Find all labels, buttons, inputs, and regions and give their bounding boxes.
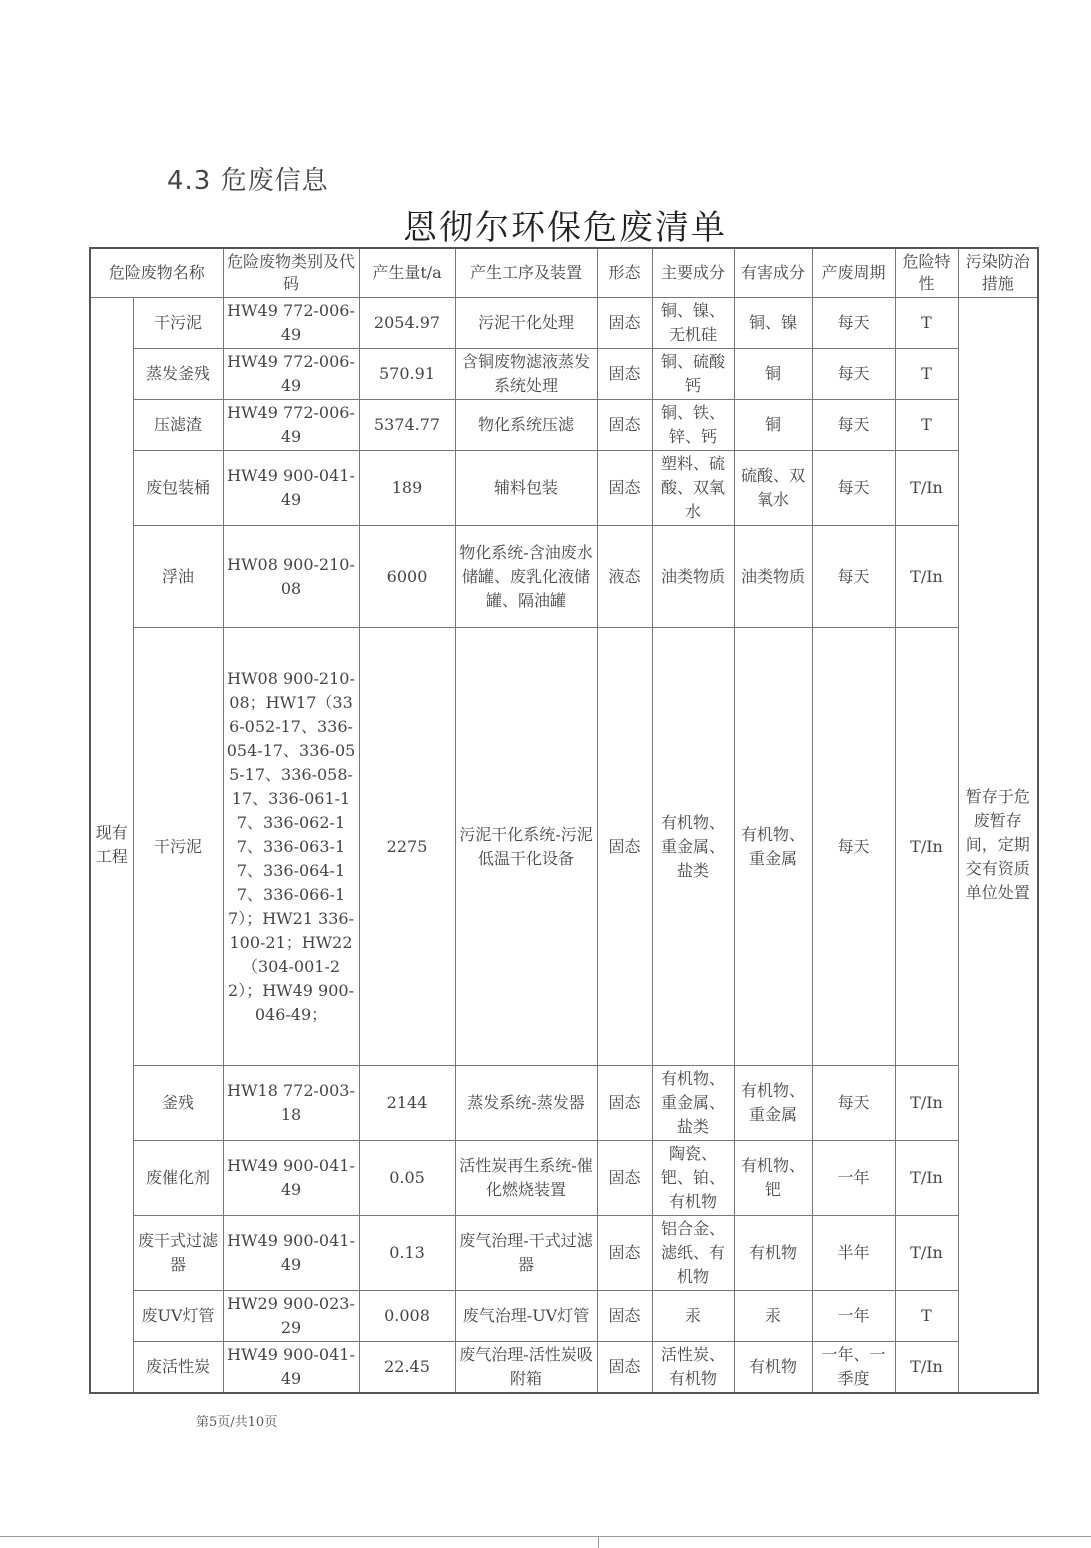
waste-amount: 189	[359, 451, 455, 526]
hazardous-waste-table	[89, 247, 1039, 1394]
waste-process: 活性炭再生系统-催化燃烧装置	[455, 1141, 597, 1216]
waste-form: 固态	[597, 1291, 652, 1342]
waste-harmful-components: 有机物	[734, 1342, 812, 1394]
waste-harmful-components: 油类物质	[734, 526, 812, 628]
waste-amount: 0.13	[359, 1216, 455, 1291]
table-row	[90, 349, 1038, 400]
waste-process: 废气治理-UV灯管	[455, 1291, 597, 1342]
waste-process: 废气治理-活性炭吸附箱	[455, 1342, 597, 1394]
section-number: 4.3	[167, 166, 212, 196]
table-row	[90, 1216, 1038, 1291]
waste-main-components: 有机物、重金属、盐类	[652, 1066, 734, 1141]
waste-hazard: T/In	[895, 1066, 958, 1141]
waste-name: 干污泥	[133, 628, 223, 1066]
waste-cycle: 每天	[812, 451, 895, 526]
table-row	[90, 298, 1038, 349]
waste-code: HW49 772-006-49	[223, 400, 359, 451]
waste-name: 浮油	[133, 526, 223, 628]
table-row	[90, 628, 1038, 1066]
waste-amount: 0.008	[359, 1291, 455, 1342]
waste-main-components: 陶瓷、钯、铂、有机物	[652, 1141, 734, 1216]
waste-harmful-components: 铜	[734, 400, 812, 451]
waste-amount: 2275	[359, 628, 455, 1066]
waste-form: 固态	[597, 451, 652, 526]
waste-code: HW49 900-041-49	[223, 1342, 359, 1394]
table-row	[90, 451, 1038, 526]
waste-process: 物化系统压滤	[455, 400, 597, 451]
waste-hazard: T	[895, 349, 958, 400]
waste-form: 固态	[597, 628, 652, 1066]
waste-name: 干污泥	[133, 298, 223, 349]
waste-amount: 2054.97	[359, 298, 455, 349]
waste-main-components: 铜、硫酸钙	[652, 349, 734, 400]
header-harmful-components: 有害成分	[734, 248, 812, 298]
waste-hazard: T	[895, 400, 958, 451]
waste-amount: 22.45	[359, 1342, 455, 1394]
waste-cycle: 每天	[812, 628, 895, 1066]
waste-form: 固态	[597, 400, 652, 451]
waste-name: 废干式过滤器	[133, 1216, 223, 1291]
waste-hazard: T	[895, 1291, 958, 1342]
header-category: 危险废物类别及代码	[223, 248, 359, 298]
waste-code: HW49 772-006-49	[223, 349, 359, 400]
waste-name: 废包装桶	[133, 451, 223, 526]
waste-form: 固态	[597, 298, 652, 349]
waste-code: HW18 772-003-18	[223, 1066, 359, 1141]
page-footer: 第5页/共10页	[196, 1415, 278, 1430]
waste-main-components: 铜、铁、锌、钙	[652, 400, 734, 451]
waste-hazard: T/In	[895, 451, 958, 526]
waste-cycle: 每天	[812, 349, 895, 400]
waste-cycle: 每天	[812, 400, 895, 451]
waste-process: 含铜废物滤液蒸发系统处理	[455, 349, 597, 400]
waste-form: 固态	[597, 349, 652, 400]
waste-form: 固态	[597, 1066, 652, 1141]
waste-main-components: 有机物、重金属、盐类	[652, 628, 734, 1066]
waste-harmful-components: 铜	[734, 349, 812, 400]
waste-main-components: 铜、镍、无机硅	[652, 298, 734, 349]
waste-code: HW08 900-210-08；HW17（336-052-17、336-054-17、336-055-17、336-058-17、336-061-17、336-062-17、336-063-17、336-064-17、336-066-17）；HW21 336-100-21；HW22（304-001-22）；HW49 900-046-49；	[223, 628, 359, 1066]
waste-main-components: 铝合金、滤纸、有机物	[652, 1216, 734, 1291]
waste-hazard: T/In	[895, 1216, 958, 1291]
measure-text: 暂存于危废暂存间，定期交有资质单位处置	[958, 298, 1038, 1394]
waste-harmful-components: 铜、镍	[734, 298, 812, 349]
header-hazard: 危险特性	[895, 248, 958, 298]
waste-process: 蒸发系统-蒸发器	[455, 1066, 597, 1141]
waste-harmful-components: 有机物、重金属	[734, 1066, 812, 1141]
section-heading	[167, 160, 329, 197]
waste-name: 釜残	[133, 1066, 223, 1141]
waste-main-components: 塑料、硫酸、双氧水	[652, 451, 734, 526]
waste-cycle: 一年、一季度	[812, 1342, 895, 1394]
waste-main-components: 油类物质	[652, 526, 734, 628]
waste-cycle: 半年	[812, 1216, 895, 1291]
table-row	[90, 1066, 1038, 1141]
waste-name: 废催化剂	[133, 1141, 223, 1216]
waste-process: 辅料包装	[455, 451, 597, 526]
table-title: 恩彻尔环保危废清单	[403, 208, 727, 248]
waste-amount: 5374.77	[359, 400, 455, 451]
waste-main-components: 活性炭、有机物	[652, 1342, 734, 1394]
header-name: 危险废物名称	[90, 248, 223, 298]
waste-cycle: 一年	[812, 1141, 895, 1216]
bottom-rule	[0, 1536, 1091, 1537]
waste-hazard: T/In	[895, 526, 958, 628]
waste-hazard: T/In	[895, 628, 958, 1066]
waste-name: 废UV灯管	[133, 1291, 223, 1342]
waste-code: HW49 900-041-49	[223, 1141, 359, 1216]
waste-form: 固态	[597, 1141, 652, 1216]
waste-cycle: 每天	[812, 298, 895, 349]
header-cycle: 产废周期	[812, 248, 895, 298]
waste-harmful-components: 有机物	[734, 1216, 812, 1291]
waste-amount: 0.05	[359, 1141, 455, 1216]
waste-amount: 2144	[359, 1066, 455, 1141]
waste-hazard: T/In	[895, 1141, 958, 1216]
waste-process: 污泥干化系统-污泥低温干化设备	[455, 628, 597, 1066]
header-form: 形态	[597, 248, 652, 298]
table-row	[90, 526, 1038, 628]
waste-code: HW49 900-041-49	[223, 451, 359, 526]
waste-cycle: 每天	[812, 1066, 895, 1141]
waste-main-components: 汞	[652, 1291, 734, 1342]
group-label: 现有工程	[90, 298, 133, 1394]
header-process: 产生工序及装置	[455, 248, 597, 298]
table-row	[90, 400, 1038, 451]
waste-amount: 6000	[359, 526, 455, 628]
waste-name: 压滤渣	[133, 400, 223, 451]
header-amount: 产生量t/a	[359, 248, 455, 298]
section-title: 危废信息	[220, 166, 329, 196]
waste-harmful-components: 有机物、钯	[734, 1141, 812, 1216]
waste-name: 废活性炭	[133, 1342, 223, 1394]
waste-code: HW49 772-006-49	[223, 298, 359, 349]
waste-code: HW08 900-210-08	[223, 526, 359, 628]
waste-cycle: 每天	[812, 526, 895, 628]
waste-harmful-components: 硫酸、双氧水	[734, 451, 812, 526]
waste-harmful-components: 有机物、重金属	[734, 628, 812, 1066]
waste-code: HW29 900-023-29	[223, 1291, 359, 1342]
table-row	[90, 1291, 1038, 1342]
waste-code: HW49 900-041-49	[223, 1216, 359, 1291]
bottom-tick	[598, 1536, 599, 1548]
header-main-components: 主要成分	[652, 248, 734, 298]
header-measures: 污染防治措施	[958, 248, 1038, 298]
table-header-row	[90, 248, 1038, 298]
waste-harmful-components: 汞	[734, 1291, 812, 1342]
waste-amount: 570.91	[359, 349, 455, 400]
waste-form: 固态	[597, 1342, 652, 1394]
waste-process: 物化系统-含油废水储罐、废乳化液储罐、隔油罐	[455, 526, 597, 628]
waste-cycle: 一年	[812, 1291, 895, 1342]
waste-name: 蒸发釜残	[133, 349, 223, 400]
table-row	[90, 1342, 1038, 1394]
waste-process: 废气治理-干式过滤器	[455, 1216, 597, 1291]
waste-hazard: T	[895, 298, 958, 349]
waste-form: 液态	[597, 526, 652, 628]
waste-hazard: T/In	[895, 1342, 958, 1394]
table-row	[90, 1141, 1038, 1216]
waste-form: 固态	[597, 1216, 652, 1291]
waste-process: 污泥干化处理	[455, 298, 597, 349]
